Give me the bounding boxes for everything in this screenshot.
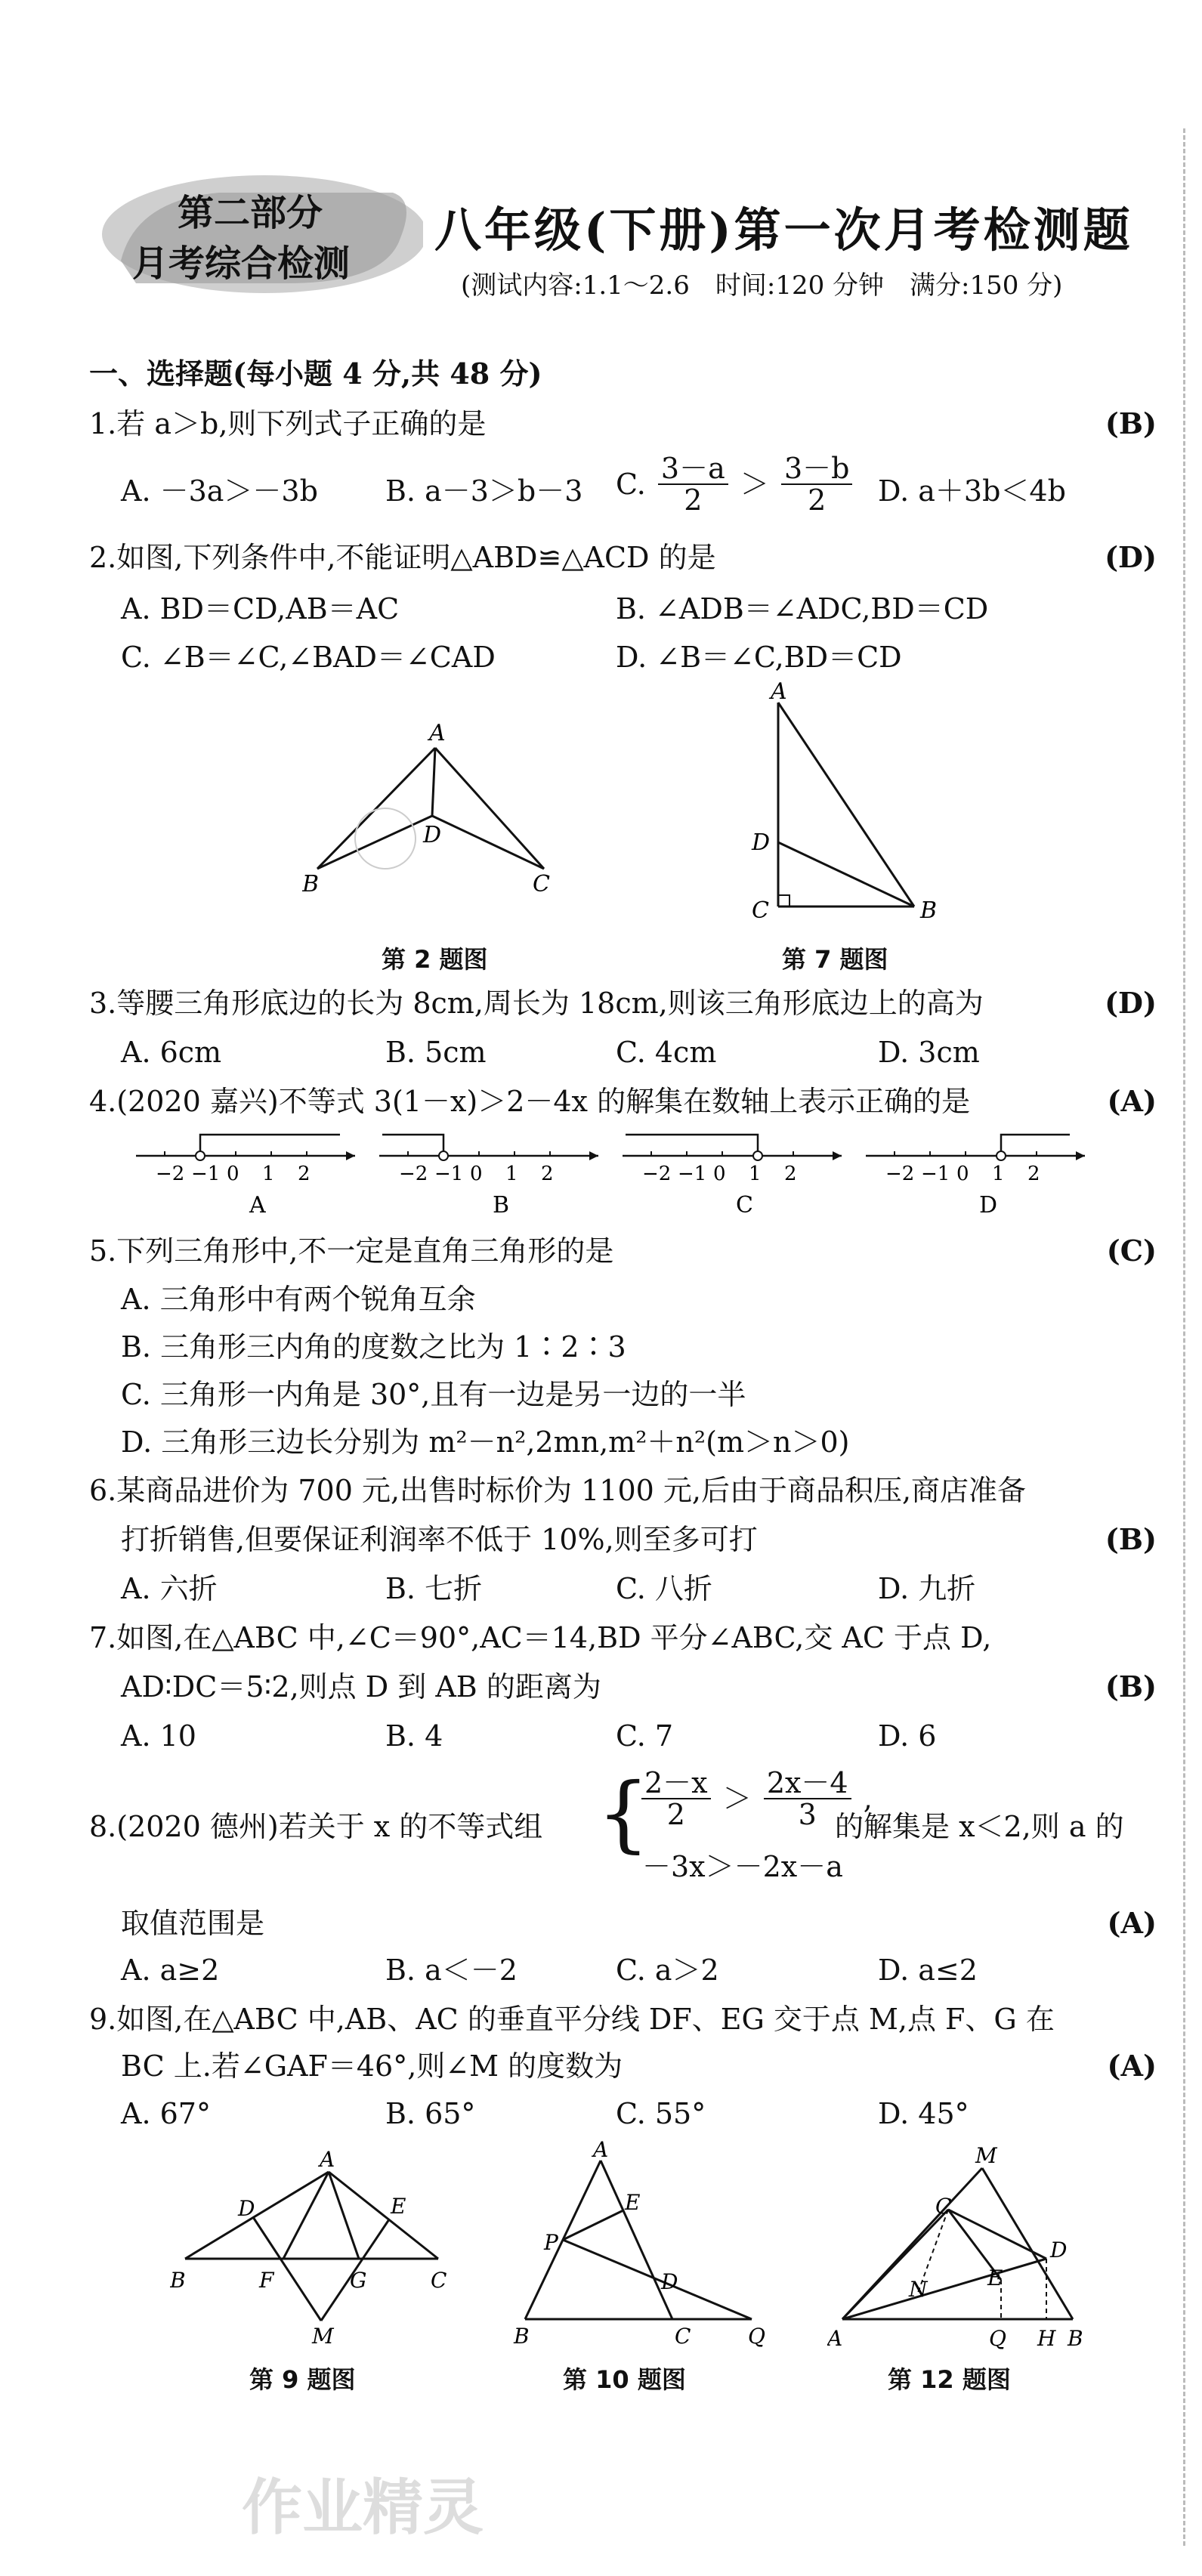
open-endpoint: [997, 1151, 1006, 1160]
arrow-icon: [346, 1151, 355, 1160]
q1-c-num2: 3－b: [781, 453, 853, 485]
q1-option-a: A. －3a＞－3b: [121, 474, 318, 508]
q1-answer: (B): [1105, 406, 1157, 440]
fig7-label-a: A: [771, 680, 787, 705]
q2-stem: 2.如图,下列条件中,不能证明△ABD≌△ACD 的是: [89, 541, 716, 574]
tick-label: −2: [156, 1163, 185, 1185]
tick-label: 1: [262, 1163, 275, 1185]
q9-option-c: C. 55°: [616, 2097, 706, 2130]
tick-label: −1: [434, 1163, 464, 1185]
q1-c-gt: ＞: [740, 468, 769, 501]
number-line-option-label: A: [249, 1192, 266, 1219]
q8-stem-post: 的解集是 x＜2,则 a 的: [835, 1810, 1124, 1843]
q8-num1: 2－x: [641, 1768, 711, 1799]
solution-ray: [626, 1135, 758, 1156]
fig10-label-e: E: [625, 2190, 641, 2215]
fig10-caption: 第 10 题图: [563, 2365, 686, 2394]
fig10-label-q: Q: [748, 2324, 765, 2349]
fig2-label-c: C: [533, 871, 550, 897]
q8-comma: ,: [863, 1782, 873, 1815]
q3-option-b: B. 5cm: [385, 1036, 487, 1069]
open-endpoint: [439, 1151, 448, 1160]
q7-option-c: C. 7: [616, 1719, 674, 1753]
fig12-caption: 第 12 题图: [888, 2365, 1011, 2394]
fig9-label-m: M: [312, 2324, 334, 2349]
q7-stem-line2: AD∶DC＝5∶2,则点 D 到 AB 的距离为: [121, 1670, 601, 1703]
part-badge: [91, 170, 423, 298]
q8-frac1: [641, 1768, 711, 1830]
tick-label: 2: [1027, 1163, 1040, 1185]
q8-num2: 2x－4: [764, 1768, 851, 1799]
number-line-option-label: C: [736, 1192, 753, 1219]
number-line-option-label: B: [493, 1192, 510, 1219]
solution-ray: [382, 1135, 443, 1156]
tick-label: −2: [642, 1163, 672, 1185]
tick-label: 2: [298, 1163, 311, 1185]
tick-label: 0: [713, 1163, 726, 1185]
tick-label: −1: [921, 1163, 950, 1185]
q3-stem: 3.等腰三角形底边的长为 8cm,周长为 18cm,则该三角形底边上的高为: [89, 987, 984, 1020]
fig9-label-g: G: [350, 2268, 367, 2293]
fig12-label-b: B: [1068, 2326, 1083, 2351]
figure-12: [827, 2134, 1099, 2353]
fig9-label-d: D: [238, 2196, 255, 2221]
tick-label: 1: [749, 1163, 762, 1185]
q8-den2: 3: [798, 1798, 817, 1831]
tick-label: −2: [399, 1163, 428, 1185]
number-line-c: [623, 1135, 842, 1219]
fig12-label-a: A: [827, 2326, 843, 2351]
q6-option-b: B. 七折: [385, 1572, 483, 1605]
q5-answer: (C): [1106, 1234, 1157, 1268]
watermark-logo: 作业精灵: [242, 2473, 484, 2543]
page-subtitle: (测试内容:1.1～2.6 时间:120 分钟 满分:150 分): [461, 270, 1063, 301]
q5-option-c: C. 三角形一内角是 30°,且有一边是另一边的一半: [121, 1378, 746, 1411]
fig12-label-q: Q: [989, 2326, 1006, 2351]
figure-10: [502, 2138, 789, 2349]
q9-option-d: D. 45°: [878, 2097, 969, 2130]
fig10-label-p: P: [544, 2230, 558, 2255]
fig10-label-a: A: [593, 2138, 609, 2162]
q1-c-den1: 2: [684, 483, 703, 517]
q2-option-a: A. BD＝CD,AB＝AC: [121, 592, 400, 625]
page-title: 八年级(下册)第一次月考检测题: [434, 202, 1133, 258]
q6-option-c: C. 八折: [616, 1572, 712, 1605]
q6-stem-line2: 打折销售,但要保证利润率不低于 10%,则至多可打: [121, 1523, 758, 1556]
number-line-b: [379, 1135, 598, 1219]
badge-line-2: 月考综合检测: [132, 242, 351, 285]
fig12-label-n: N: [909, 2277, 928, 2302]
tick-label: 1: [992, 1163, 1005, 1185]
figure-7: [740, 680, 952, 929]
q1-option-b: B. a－3＞b－3: [385, 474, 583, 508]
fig12-label-d: D: [1050, 2238, 1068, 2262]
badge-line-1: 第二部分: [178, 192, 323, 234]
fig9-label-e: E: [391, 2194, 406, 2219]
q8-gt: ＞: [722, 1782, 752, 1815]
q8-answer: (A): [1107, 1906, 1157, 1940]
q9-answer: (A): [1107, 2049, 1157, 2083]
q4-answer: (A): [1107, 1084, 1157, 1118]
figure-2: [302, 710, 574, 907]
fig2-label-b: B: [302, 871, 320, 897]
q8-option-d: D. a≤2: [878, 1954, 978, 1987]
number-line-option-label: D: [979, 1192, 998, 1219]
number-line-a: [136, 1135, 355, 1219]
q6-answer: (B): [1105, 1522, 1157, 1556]
q9-stem-line2: BC 上.若∠GAF＝46°,则∠M 的度数为: [121, 2049, 623, 2083]
q6-option-d: D. 九折: [878, 1572, 976, 1605]
arrow-icon: [1076, 1151, 1085, 1160]
fig10-label-d: D: [661, 2269, 678, 2294]
q7-answer: (B): [1105, 1669, 1157, 1703]
fig10-label-c: C: [675, 2324, 691, 2349]
tick-label: 2: [541, 1163, 554, 1185]
q9-option-a: A. 67°: [121, 2097, 211, 2130]
fig12-label-e2: E: [987, 2266, 1003, 2290]
tick-label: −2: [885, 1163, 915, 1185]
q3-option-d: D. 3cm: [878, 1036, 980, 1069]
q8-option-b: B. a＜－2: [385, 1954, 518, 1987]
q8-line2: －3x＞－2x－a: [642, 1850, 843, 1883]
q5-option-a: A. 三角形中有两个锐角互余: [121, 1283, 476, 1316]
q6-stem-line1: 6.某商品进价为 700 元,出售时标价为 1100 元,后由于商品积压,商店准备: [89, 1474, 1027, 1507]
arrow-icon: [589, 1151, 598, 1160]
tick-label: −1: [191, 1163, 221, 1185]
fig7-label-c: C: [752, 897, 769, 924]
q1-c-den2: 2: [808, 483, 827, 517]
fig9-label-f: F: [259, 2268, 274, 2293]
q5-option-b: B. 三角形三内角的度数之比为 1∶2∶3: [121, 1330, 626, 1364]
section-heading: 一、选择题(每小题 4 分,共 48 分): [89, 357, 542, 391]
q4-stem: 4.(2020 嘉兴)不等式 3(1－x)＞2－4x 的解集在数轴上表示正确的是: [89, 1085, 971, 1118]
q3-answer: (D): [1105, 986, 1157, 1020]
fig9-label-a: A: [320, 2147, 335, 2172]
q8-stem-pre: 8.(2020 德州)若关于 x 的不等式组: [89, 1810, 543, 1843]
fig2-label-a: A: [429, 720, 446, 746]
solution-ray: [200, 1135, 340, 1156]
fig12-label-h: H: [1037, 2326, 1056, 2351]
q8-option-a: A. a≥2: [121, 1954, 220, 1987]
fig9-label-b: B: [170, 2268, 186, 2293]
q5-stem: 5.下列三角形中,不一定是直角三角形的是: [89, 1234, 614, 1268]
fig9-caption: 第 9 题图: [249, 2365, 356, 2394]
q4-number-lines: [136, 1126, 1111, 1224]
tick-label: −1: [678, 1163, 707, 1185]
q3-option-a: A. 6cm: [121, 1036, 222, 1069]
q1-c-prefix: C.: [616, 468, 646, 501]
q3-option-c: C. 4cm: [616, 1036, 717, 1069]
q1-c-num1: 3－a: [658, 453, 728, 485]
q7-option-b: B. 4: [385, 1719, 443, 1753]
q8-brace: {: [597, 1765, 650, 1861]
fig9-label-c: C: [431, 2268, 447, 2293]
fig2-caption: 第 2 题图: [382, 945, 488, 974]
q7-option-a: A. 10: [121, 1719, 196, 1753]
fig12-label-c: C: [935, 2194, 952, 2219]
q8-option-c: C. a＞2: [616, 1954, 719, 1987]
tick-label: 0: [227, 1163, 239, 1185]
open-endpoint: [196, 1151, 205, 1160]
q1-option-d: D. a＋3b＜4b: [878, 474, 1066, 508]
figure-9: [170, 2145, 457, 2349]
q5-option-d: D. 三角形三边长分别为 m²－n²,2mn,m²＋n²(m＞n＞0): [121, 1425, 850, 1459]
q8-stem-line2: 取值范围是: [121, 1907, 265, 1940]
fig7-label-d: D: [752, 829, 771, 856]
fig12-label-m: M: [975, 2143, 997, 2168]
q1-c-frac1: [658, 453, 728, 515]
q2-option-d: D. ∠B＝∠C,BD＝CD: [616, 641, 902, 674]
q1-c-frac2: [781, 453, 853, 515]
q9-option-b: B. 65°: [385, 2097, 476, 2130]
tick-label: 0: [956, 1163, 969, 1185]
tick-label: 0: [470, 1163, 483, 1185]
arrow-icon: [833, 1151, 842, 1160]
q7-option-d: D. 6: [878, 1719, 937, 1753]
q2-option-b: B. ∠ADB＝∠ADC,BD＝CD: [616, 592, 989, 625]
q6-option-a: A. 六折: [121, 1572, 218, 1605]
tick-label: 2: [784, 1163, 797, 1185]
q9-stem-line1: 9.如图,在△ABC 中,AB、AC 的垂直平分线 DF、EG 交于点 M,点 F、G 在: [89, 2003, 1055, 2036]
q8-den1: 2: [666, 1798, 685, 1831]
tick-label: 1: [505, 1163, 518, 1185]
fig7-caption: 第 7 题图: [782, 945, 888, 974]
q2-option-c: C. ∠B＝∠C,∠BAD＝∠CAD: [121, 641, 496, 674]
fig2-label-d: D: [423, 822, 442, 848]
open-endpoint: [753, 1151, 762, 1160]
solution-ray: [1001, 1135, 1070, 1156]
q7-stem-line1: 7.如图,在△ABC 中,∠C＝90°,AC＝14,BD 平分∠ABC,交 AC 于点 D,: [89, 1621, 992, 1654]
q1-option-c: [616, 453, 855, 515]
page-fold-line: [1183, 128, 1185, 2546]
q1-stem: 1.若 a＞b,则下列式子正确的是: [89, 407, 487, 440]
fig10-label-b: B: [514, 2324, 530, 2349]
number-line-d: [866, 1135, 1085, 1219]
q2-answer: (D): [1105, 540, 1157, 574]
fig7-label-b: B: [920, 897, 938, 924]
